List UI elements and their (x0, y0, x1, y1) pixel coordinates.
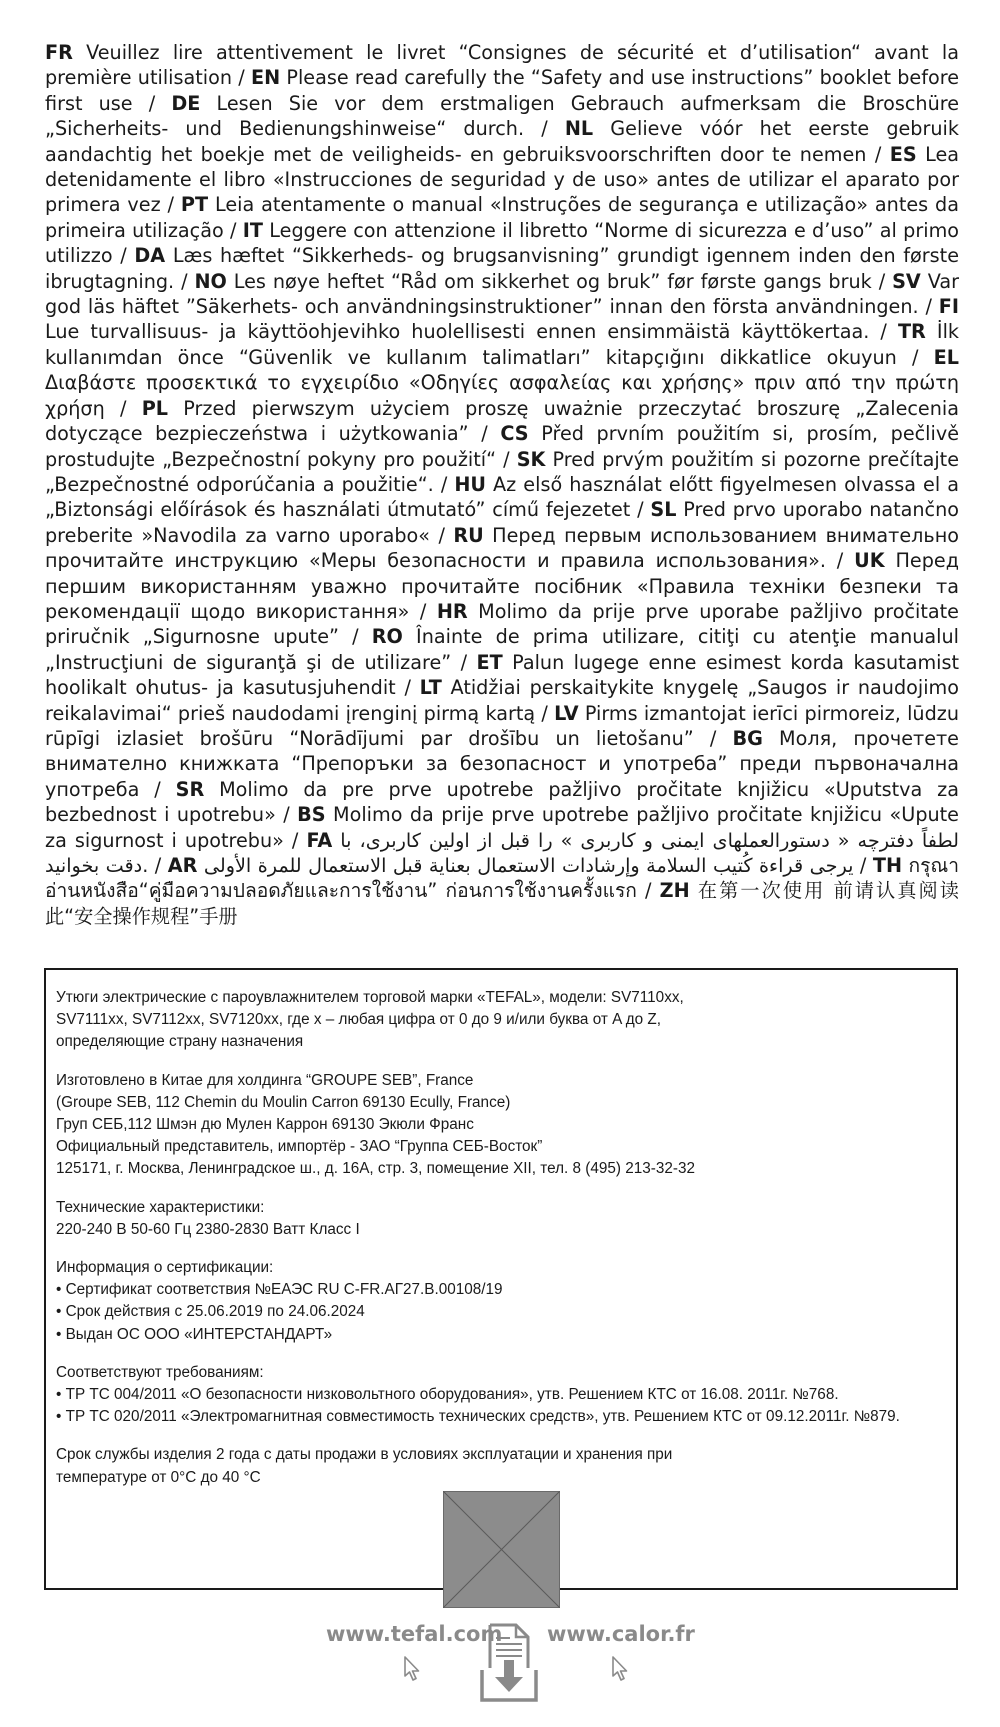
language-code-nl: NL (564, 117, 594, 141)
cert-item: • Срок действия с 25.06.2019 по 24.06.2024 (56, 1303, 365, 1321)
image-placeholder (443, 1491, 560, 1608)
manufacturer-line: Изготовлено в Китае для холдинга “GROUPE SEB”, France (56, 1071, 474, 1089)
language-code-uk: UK (854, 549, 885, 573)
language-text-es: Lea detenidamente el libro «Instrucciones de seguridad y de uso» antes de utilizar el aparato por primera vez / (45, 142, 960, 217)
language-text-hr: Molimo da prije prve uporabe pažljivo pročitate priručnik „Sigurnosne upute” / (45, 599, 959, 649)
manufacturer-line: (Groupe SEB, 112 Chemin du Moulin Carron 69130 Ecully, France) (56, 1093, 511, 1111)
manufacturer-line: Груп СЕБ,112 Шмэн дю Мулен Каррон 69130 Экюли Франс (56, 1116, 474, 1134)
language-code-pt: PT (180, 193, 209, 217)
language-code-tr: TR (897, 320, 926, 344)
specs-title: Технические характеристики: (56, 1198, 265, 1216)
manufacturer-line: 125171, г. Москва, Ленинградское ш., д. 16А, стр. 3, помещение XII, тел. 8 (495) 213-32-32 (56, 1160, 696, 1178)
language-text-ar: يرجى قراءة كُتيب السلامة وإرشادات الاستعمال بعناية قبل الاستعمال للمرة الأولى / (197, 854, 873, 877)
language-text-et: Palun lugege enne esimest korda kasutamist hoolikalt ohutus- ja kasutusjuhendit / (45, 650, 959, 700)
language-code-fa: FA (306, 828, 333, 852)
language-code-hr: HR (436, 599, 468, 623)
language-text-ro: Înainte de prima utilizare, citiţi cu atenţie manualul „Instrucţiuni de siguranţă şi de utilizare” / (45, 625, 959, 674)
language-text-en: Please read carefully the “Safety and use instructions” booklet before first use / (45, 66, 960, 115)
language-code-ro: RO (371, 625, 403, 649)
calor-website-link[interactable]: www.calor.fr (547, 1622, 695, 1646)
footer (0, 1620, 1000, 1720)
cert-item: • Сертификат соответствия №ЕАЭС RU C-FR.АГ27.В.00108/19 (56, 1281, 503, 1299)
language-code-da: DA (134, 244, 166, 268)
language-text-de: Lesen Sie vor dem erstmaligen Gebrauch aufmerksam die Broschüre „Sicherheits- und Bedienungshinweise“ durch. / (45, 91, 960, 141)
cert-title: Информация о сертификации: (56, 1259, 274, 1277)
language-text-fr: Veuillez lire attentivement le livret “Consignes de sécurité et d’utilisation“ avant la première utilisation / (45, 41, 959, 90)
language-text-el: Διαβάστε προσεκτικά το εγχειρίδιο «Οδηγίες ασφαλείας και χρήσης» πριν από την πρώτη χρήση / (45, 371, 959, 420)
language-code-fr: FR (45, 41, 73, 64)
language-text-lv: Pirms izmantojat ierīci pirmoreiz, lūdzu rūpīgi izlasiet brošūru “Norādījumi par drošību un lietošanu” / (45, 701, 959, 750)
language-text-it: Leggere con attenzione il libretto “Norme di sicurezza e d’uso” al primo utilizzo / (45, 218, 960, 268)
language-text-zh: 在第一次使用 前请认真阅读此“安全操作规程”手册 (45, 879, 959, 928)
technical-specs (56, 1197, 946, 1241)
language-code-ru: RU (453, 523, 484, 547)
language-code-cs: CS (500, 422, 529, 446)
service-life-line: Срок службы изделия 2 года с даты продажи в условиях эксплуатации и хранения при (56, 1446, 673, 1464)
language-code-bg: BG (732, 726, 763, 750)
language-text-hu: Az első használat előtt figyelmesen olvassa el a „Biztonsági előírások és használati útmutató” című fejezetet / (45, 472, 960, 522)
intro-line: SV7111xx, SV7112xx, SV7120xx, где x – любая цифра от 0 до 9 и/или буква от A до Z, (56, 1011, 662, 1029)
language-text-sk: Pred prvým použitím si pozorne prečítajte „Bezpečnostné odporúčania a použitie“. / (45, 447, 960, 496)
req-item: • ТР ТС 004/2011 «О безопасности низковольтного оборудования», утв. Решением КТС от 16.08. 2011г. №768. (56, 1386, 839, 1404)
language-text-da: Læs hæftet “Sikkerheds- og brugsanvisning” grundigt igennem inden den første ibrugtagning. / (45, 244, 959, 293)
document-download-icon[interactable] (478, 1622, 540, 1704)
intro-line: Утюги электрические с пароувлажнителем торговой марки «TEFAL», модели: SV7110xx, (56, 989, 684, 1006)
language-code-bs: BS (297, 803, 326, 827)
requirements-info (56, 1362, 946, 1429)
language-text-sr: Molimo da pre prve upotrebe pažljivo pročitate knjižicu «Uputstva za bezbednost i upotrebu» / (45, 777, 960, 827)
language-text-cs: Před prvním použitím si, prosím, pečlivě prostudujte „Bezpečnostní pokyny pro použití“ / (45, 422, 960, 471)
language-text-lt: Atidžiai perskaitykite knygelę „Saugos ir naudojimo reikalavimai“ prieš naudodami įrenginį pirmą kartą / (45, 676, 959, 725)
language-text-uk: Перед першим використанням уважно прочитайте посібник «Правила техніки безпеки та рекомендації щодо використання» / (45, 549, 959, 623)
language-code-pl: PL (141, 396, 168, 420)
language-text-sv: Var god läs häftet ”Säkerhets- och användningsinstruktioner” innan den första användningen. / (45, 269, 959, 319)
language-code-lv: LV (554, 701, 579, 725)
language-text-tr: İlk kullanımdan önce “Güvenlik ve kullanım talimatları” kitapçığını dikkatlice okuyun / (45, 320, 960, 369)
language-code-sk: SK (516, 447, 546, 471)
intro-line: определяющие страну назначения (56, 1033, 304, 1051)
product-intro (56, 987, 946, 1054)
placeholder-cross-icon (443, 1491, 560, 1608)
product-info-box (44, 968, 958, 1590)
pointer-cursor-icon (403, 1656, 421, 1682)
language-text-bg: Моля, прочетете внимателно книжката “Препоръки за безопасност и употреба” преди първоначална употреба / (45, 726, 959, 801)
specs-value: 220-240 В 50-60 Гц 2380-2830 Ватт Класс I (56, 1220, 360, 1238)
cert-item: • Выдан ОС ООО «ИНТЕРСТАНДАРТ» (56, 1325, 333, 1343)
language-code-sr: SR (175, 777, 205, 801)
language-text-th: กรุณาอ่านหนังสือ“คู่มือความปลอดภัยและการใช้งาน” ก่อนการใช้งานครั้งแรก / (45, 854, 959, 903)
language-code-it: IT (242, 218, 264, 242)
language-text-fi: Lue turvallisuus- ja käyttöohjevihko huolellisesti ennen ensimmäistä käyttökertaa. / (45, 320, 898, 344)
language-instructions-paragraph (45, 40, 959, 929)
language-code-en: EN (250, 66, 281, 90)
language-text-bs: Molimo da prije prve upotrebe pažljivo pročitate knjižicu «Upute za sigurnost i upotrebu» / (45, 803, 959, 852)
language-code-de: DE (171, 91, 201, 115)
language-text-pl: Przed pierwszym użyciem proszę uważnie przeczytać broszurę „Zalecenia dotyczące bezpieczeństwa i użytkowania” / (45, 396, 959, 446)
req-title: Соответствуют требованиям: (56, 1363, 264, 1381)
language-code-lt: LT (419, 676, 442, 700)
service-life (56, 1444, 946, 1488)
req-item: • ТР ТС 020/2011 «Электромагнитная совместимость технических средств», утв. Решением КТС от 09.12.2011г. №879. (56, 1408, 900, 1426)
language-code-no: NO (194, 269, 227, 293)
language-code-sv: SV (892, 269, 921, 293)
language-code-hu: HU (454, 472, 486, 496)
language-code-et: ET (476, 650, 503, 674)
certification-info (56, 1257, 946, 1346)
language-text-no: Les nøye heftet “Råd om sikkerhet og bruk” før første gangs bruk / (226, 269, 893, 293)
pointer-cursor-icon (611, 1656, 629, 1682)
language-text-sl: Pred prvo uporabo natančno preberite »Navodila za varno uporabo« / (45, 498, 960, 547)
language-code-fi: FI (938, 295, 959, 319)
language-code-ar: AR (167, 854, 198, 877)
language-text-ru: Перед первым использованием внимательно прочитайте инструкцию «Меры безопасности и правила использования». / (45, 523, 959, 573)
service-life-line: температуре от 0°C до 40 °C (56, 1468, 261, 1486)
language-text-nl: Gelieve vóór het eerste gebruik aandachtig het boekje met de veiligheids- en gebruiksvoorschriften door te nemen / (45, 117, 959, 166)
tefal-website-link[interactable]: www.tefal.com (326, 1622, 503, 1646)
manufacturer-info (56, 1070, 946, 1181)
language-code-sl: SL (650, 498, 677, 522)
language-code-es: ES (889, 142, 917, 166)
language-text-fa: لطفاً دفترچه « دستورالعملهای ایمنی و کاربری » را قبل از اولین کاربری، با دقت بخوانید. / (45, 828, 959, 877)
language-code-th: TH (872, 854, 903, 877)
language-text-pt: Leia atentamente o manual «Instruções de segurança e utilização» antes da primeira utilização / (45, 193, 959, 242)
language-code-zh: ZH (659, 879, 690, 903)
manufacturer-line: Официальный представитель, импортёр - ЗАО “Группа СЕБ-Восток” (56, 1138, 543, 1156)
language-code-el: EL (933, 345, 959, 369)
